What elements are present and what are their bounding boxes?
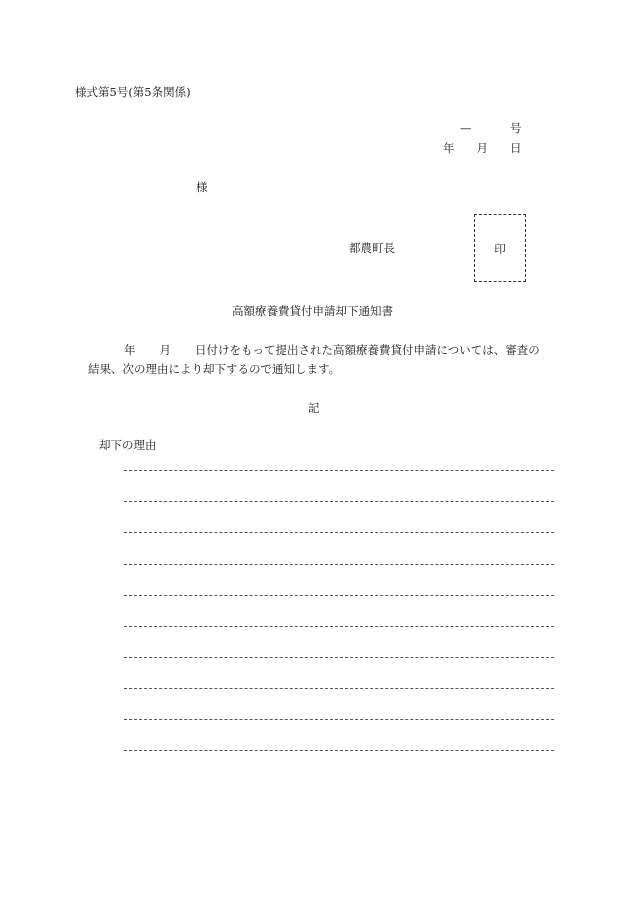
ki-heading: 記 <box>308 401 320 415</box>
body-month: 月 <box>159 343 171 357</box>
reason-line <box>124 688 554 689</box>
body-line-1-text: 日付けをもって提出された高額療養費貸付申請については、審査の <box>195 343 540 357</box>
reason-label: 却下の理由 <box>99 438 157 452</box>
document-number <box>460 120 522 136</box>
reason-line <box>124 564 554 565</box>
date-year: 年 <box>443 141 455 155</box>
reason-line <box>124 719 554 720</box>
reason-line <box>124 595 554 596</box>
body-line-1 <box>124 342 540 358</box>
body-year: 年 <box>124 343 136 357</box>
reason-line <box>124 657 554 658</box>
date-month: 月 <box>476 141 488 155</box>
seal-label: 印 <box>494 242 506 256</box>
date-day: 日 <box>510 141 522 155</box>
reason-line <box>124 532 554 533</box>
body-line-2: 結果、次の理由により却下するので通知します。 <box>88 362 341 376</box>
sender-name: 都農町長 <box>349 241 395 255</box>
document-number-dash: — <box>460 121 472 135</box>
document-number-suffix: 号 <box>510 121 522 135</box>
document-title: 高額療養費貸付申請却下通知書 <box>232 304 393 318</box>
issue-date <box>443 140 522 156</box>
seal-box <box>474 214 526 282</box>
form-number: 様式第5号(第5条関係) <box>75 85 191 99</box>
reason-line <box>124 470 554 471</box>
reason-line <box>124 501 554 502</box>
addressee-suffix: 様 <box>196 180 208 194</box>
reason-line <box>124 626 554 627</box>
reason-line <box>124 750 554 751</box>
